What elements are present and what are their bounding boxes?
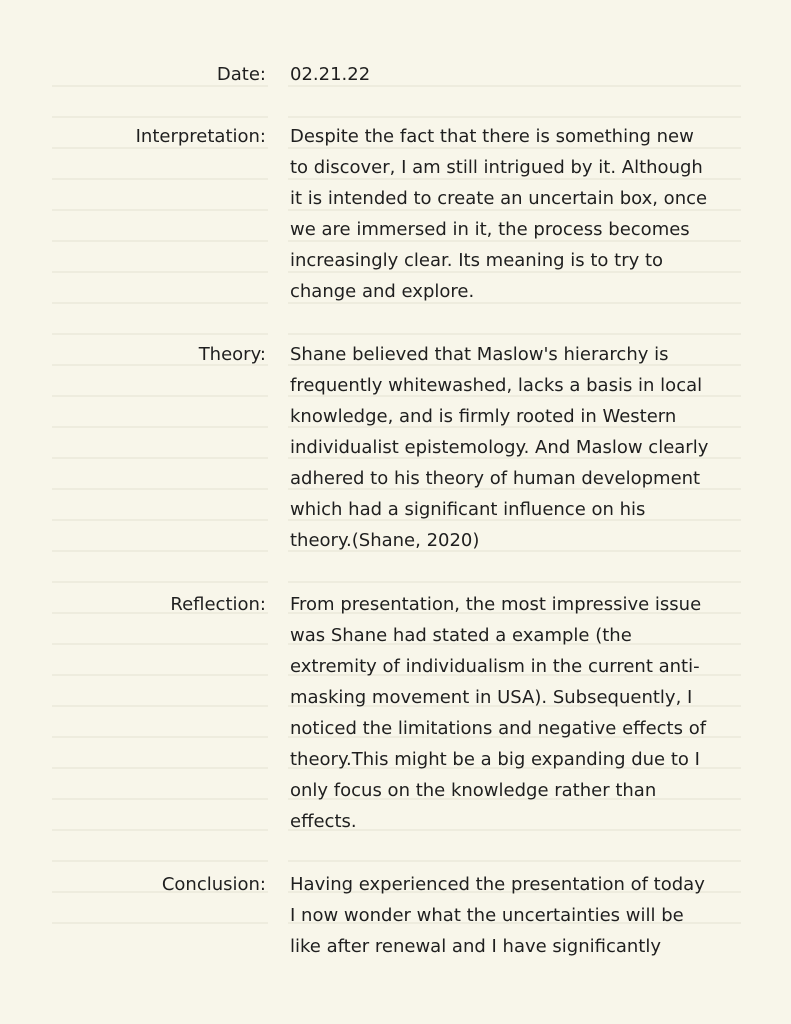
- theory-line: individualist epistemology. And Maslow clearly: [290, 437, 709, 458]
- date-value: [290, 59, 370, 90]
- conclusion-text: [290, 869, 705, 962]
- interpretation-line: increasingly clear. Its meaning is to try to: [290, 250, 664, 271]
- reflection-line: masking movement in USA). Subsequently, I: [290, 687, 693, 708]
- interpretation-text: [290, 121, 707, 307]
- theory-line: adhered to his theory of human development: [290, 468, 701, 489]
- theory-line: which had a significant influence on his: [290, 499, 646, 520]
- conclusion-line: I now wonder what the uncertainties will be: [290, 905, 684, 926]
- theory-line: theory.(Shane, 2020): [290, 530, 480, 551]
- conclusion-line: like after renewal and I have significantly: [290, 936, 662, 957]
- interpretation-line: we are immersed in it, the process becomes: [290, 219, 690, 240]
- reflection-line: theory.This might be a big expanding due to I: [290, 749, 700, 770]
- interpretation-line: to discover, I am still intrigued by it. Although: [290, 157, 703, 178]
- reflection-line: effects.: [290, 811, 357, 832]
- date-label: Date:: [216, 64, 266, 85]
- date-text: 02.21.22: [290, 64, 371, 85]
- reflection-label: Reflection:: [170, 594, 266, 615]
- interpretation-line: change and explore.: [290, 281, 475, 302]
- theory-text: [290, 339, 708, 556]
- theory-label: Theory:: [198, 344, 266, 365]
- reflection-line: extremity of individualism in the current anti-: [290, 656, 700, 677]
- reflection-text: [290, 589, 706, 837]
- theory-line: knowledge, and is firmly rooted in Western: [290, 406, 677, 427]
- reflection-line: only focus on the knowledge rather than: [290, 780, 657, 801]
- interpretation-line: it is intended to create an uncertain box, once: [290, 188, 708, 209]
- conclusion-line: Having experienced the presentation of today: [290, 874, 705, 895]
- interpretation-line: Despite the fact that there is something new: [290, 126, 694, 147]
- reflection-line: noticed the limitations and negative effects of: [290, 718, 707, 739]
- interpretation-label: Interpretation:: [135, 126, 266, 147]
- theory-line: Shane believed that Maslow's hierarchy is: [290, 344, 669, 365]
- theory-line: frequently whitewashed, lacks a basis in local: [290, 375, 703, 396]
- reflection-line: was Shane had stated a example (the: [290, 625, 632, 646]
- reflection-line: From presentation, the most impressive issue: [290, 594, 702, 615]
- conclusion-label: Conclusion:: [161, 874, 266, 895]
